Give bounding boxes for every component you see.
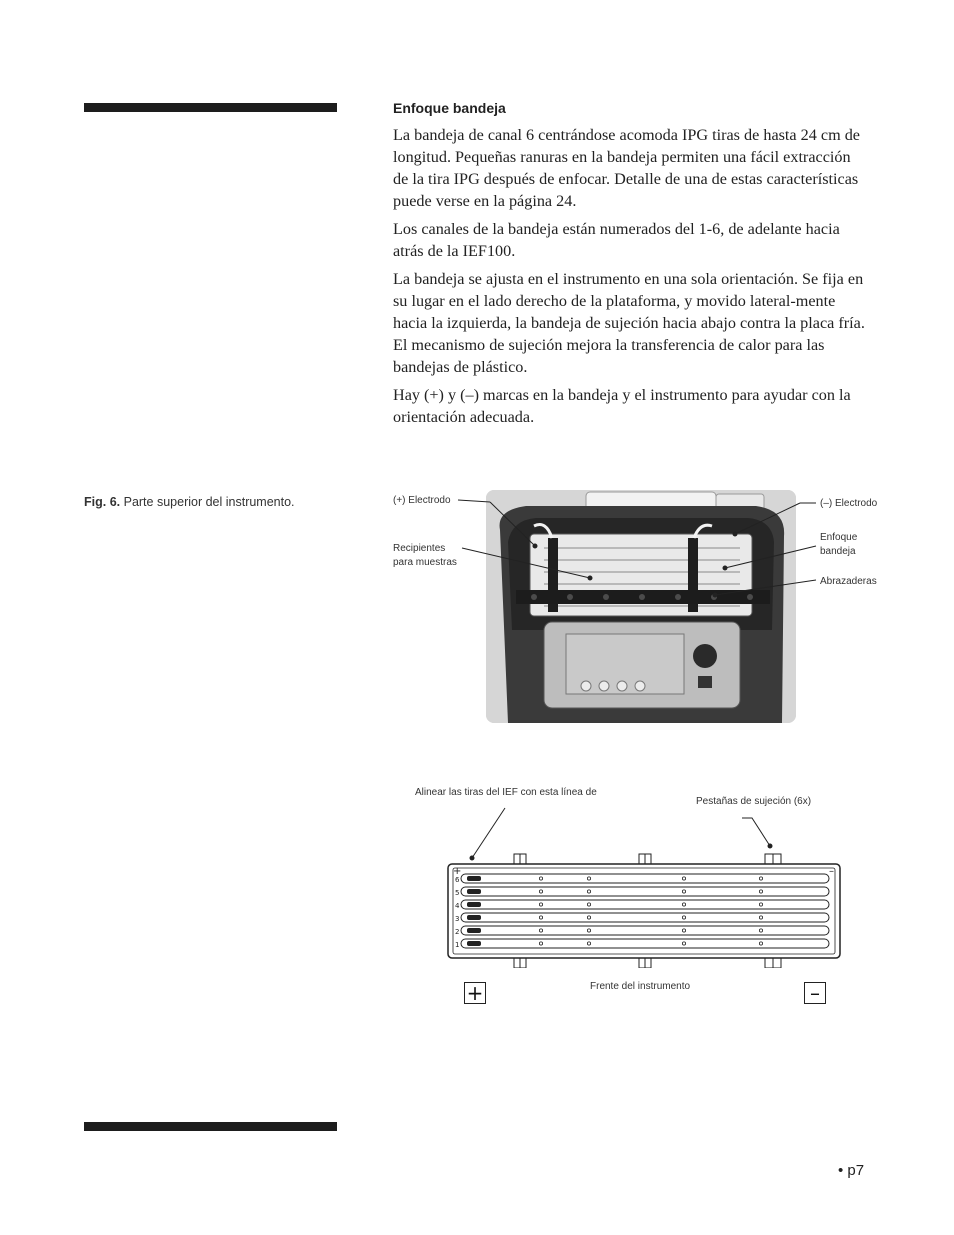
channel-number: 5 (455, 889, 460, 897)
tray-drawing (445, 848, 845, 968)
page-number: • p7 (838, 1162, 865, 1179)
minus-polarity-box: – (804, 982, 826, 1004)
tray-minus-mark: – (829, 866, 834, 877)
label-sample-cups-line1: Recipientes (393, 543, 446, 554)
figure-number: Fig. 6. (84, 495, 121, 509)
label-instrument-front: Frente del instrumento (590, 981, 691, 992)
label-focus-tray-line1: Enfoque (820, 532, 858, 543)
label-sample-cups-line2: para muestras (393, 557, 457, 568)
channel-number: 1 (455, 941, 460, 949)
figure-caption-text: Parte superior del instrumento. (123, 495, 295, 509)
bottom-rule (84, 1122, 337, 1131)
figure-caption (84, 495, 295, 509)
label-focus-tray-line2: bandeja (820, 546, 856, 557)
section-heading: Enfoque bandeja (393, 100, 506, 116)
paragraph-1: La bandeja de canal 6 centrándose acomoda IPG tiras de hasta 24 cm de longitud. Pequeñas ranuras en la bandeja permiten una fácil extracción de la tira IPG después de enfocar. Detalle de una de estas características puede verse en la página 24. (393, 126, 860, 210)
paragraph-4: Hay (+) y (–) marcas en la bandeja y el instrumento para ayudar con la orientación adecuada. (393, 386, 851, 426)
tray-plus-mark: + (453, 866, 462, 877)
paragraph-3: La bandeja se ajusta en el instrumento en una sola orientación. Se fija en su lugar en el lado derecho de la plataforma, y movido lateral-mente hacia la izquierda, la bandeja de sujeción hacia abajo contra la placa fría. El mecanismo de sujeción mejora la transferencia de calor para las bandejas de plástico. (393, 270, 865, 376)
label-align-strips: Alinear las tiras del IEF con esta línea de (415, 787, 597, 798)
label-clamp-tabs: Pestañas de sujeción (6x) (696, 796, 812, 807)
instrument-illustration (486, 490, 796, 723)
channel-number: 4 (455, 902, 460, 910)
top-rule (84, 103, 337, 112)
focus-tray-diagram (445, 848, 845, 968)
label-plus-electrode: (+) Electrodo (393, 495, 451, 506)
channel-number: 3 (455, 915, 460, 923)
plus-polarity-box: + (464, 982, 486, 1004)
paragraph-2: Los canales de la bandeja están numerados del 1-6, de adelante hacia atrás de la IEF100. (393, 220, 840, 260)
main-text (393, 100, 868, 434)
channel-number: 6 (455, 876, 460, 884)
label-minus-electrode: (–) Electrodo (820, 498, 878, 509)
instrument-photo (486, 490, 796, 723)
label-clamps: Abrazaderas (820, 576, 877, 587)
channel-number: 2 (455, 928, 460, 936)
